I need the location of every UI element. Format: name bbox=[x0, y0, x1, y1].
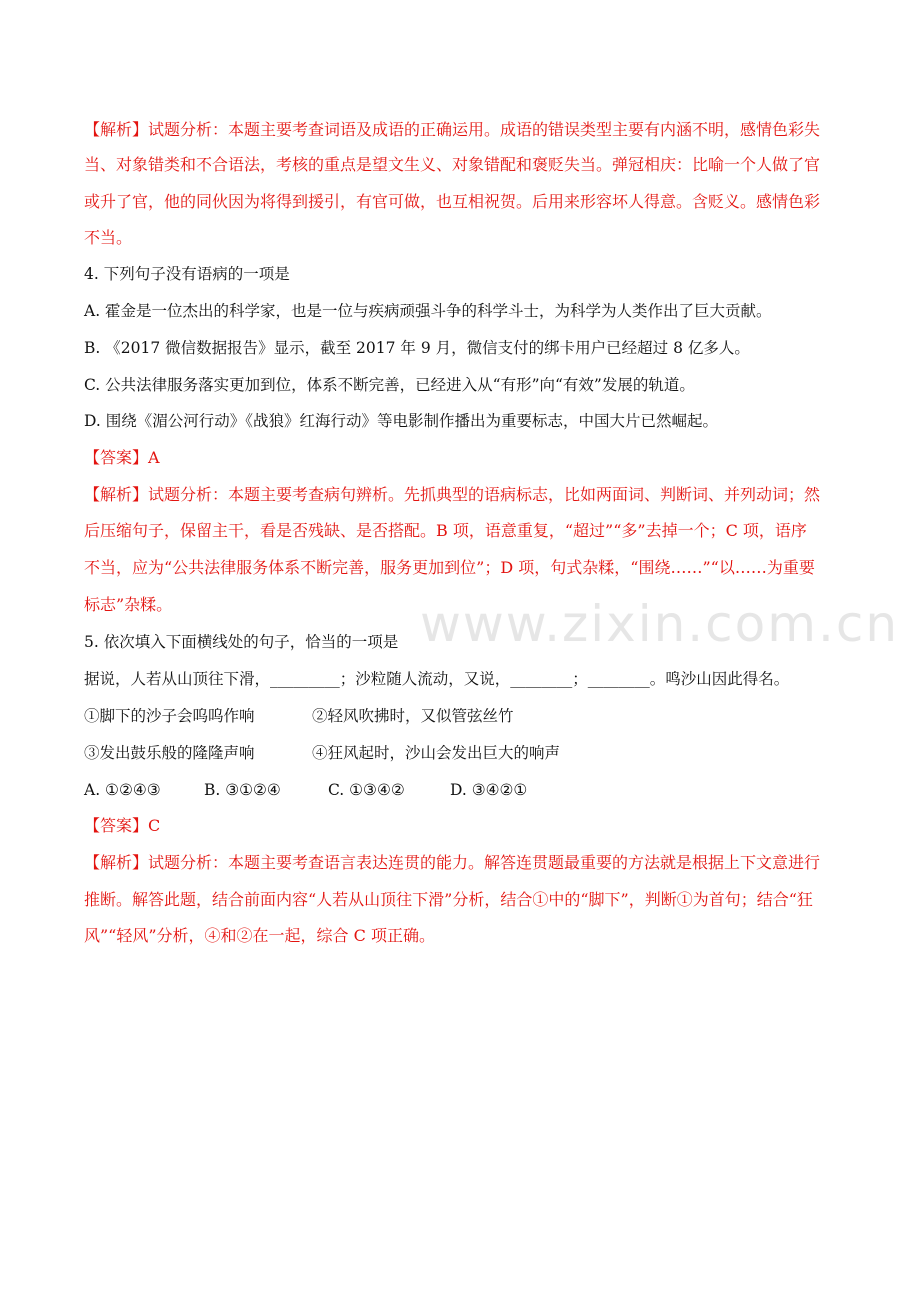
q5-choice-c: C. ①③④② bbox=[328, 781, 405, 799]
q4-analysis-line: 不当，应为“公共法律服务体系不断完善，服务更加到位”；D 项，句式杂糅，“围绕……”“以……为重要 bbox=[84, 558, 815, 577]
q5-analysis-line: 推断。解答此题，结合前面内容“人若从山顶往下滑”分析，结合①中的“脚下”，判断①为首句；结合“狂 bbox=[84, 890, 813, 909]
q5-item-1: ①脚下的沙子会呜呜作响 bbox=[84, 707, 255, 725]
q4-answer: 【答案】A bbox=[84, 448, 160, 467]
q5-passage: 据说，人若从山顶往下滑，_________；沙粒随人流动，又说，________；________。鸣沙山因此得名。 bbox=[84, 670, 790, 688]
watermark: www.zixin.com.cn bbox=[420, 595, 900, 653]
q4-option-a: A. 霍金是一位杰出的科学家，也是一位与疾病顽强斗争的科学斗士，为科学为人类作出了巨大贡献。 bbox=[84, 302, 772, 320]
q4-analysis-line: 【解析】试题分析：本题主要考查病句辨析。先抓典型的语病标志，比如两面词、判断词、并列动词；然 bbox=[84, 485, 821, 504]
q5-analysis-line: 【解析】试题分析：本题主要考查语言表达连贯的能力。解答连贯题最重要的方法就是根据上下文意进行 bbox=[84, 853, 821, 872]
q4-analysis-line: 标志”杂糅。 bbox=[84, 595, 173, 614]
q4-option-b: B. 《2017 微信数据报告》显示，截至 2017 年 9 月，微信支付的绑卡用户已经超过 8 亿多人。 bbox=[84, 339, 750, 357]
q3-analysis-line: 【解析】试题分析：本题主要考查词语及成语的正确运用。成语的错误类型主要有内涵不明，感情色彩失 bbox=[84, 120, 821, 139]
q3-analysis-line: 当、对象错类和不合语法，考核的重点是望文生义、对象错配和褒贬失当。弹冠相庆：比喻一个人做了官 bbox=[84, 155, 821, 174]
q5-choice-a: A. ①②④③ bbox=[84, 781, 161, 799]
q5-choice-d: D. ③④②① bbox=[450, 781, 528, 799]
q4-stem: 4. 下列句子没有语病的一项是 bbox=[84, 265, 290, 283]
q5-answer: 【答案】C bbox=[84, 816, 161, 835]
q4-option-c: C. 公共法律服务落实更加到位，体系不断完善，已经进入从“有形”向“有效”发展的轨道。 bbox=[84, 376, 695, 394]
q5-stem: 5. 依次填入下面横线处的句子，恰当的一项是 bbox=[84, 633, 399, 651]
q3-analysis-line: 不当。 bbox=[84, 228, 133, 247]
q5-item-3: ③发出鼓乐般的隆隆声响 bbox=[84, 744, 255, 762]
q5-choice-b: B. ③①②④ bbox=[204, 781, 281, 799]
q3-analysis-line: 或升了官，他的同伙因为将得到援引，有官可做，也互相祝贺。后用来形容坏人得意。含贬义。感情色彩 bbox=[84, 192, 821, 211]
q5-item-4: ④狂风起时，沙山会发出巨大的响声 bbox=[312, 744, 561, 762]
q4-option-d: D. 围绕《湄公河行动》《战狼》红海行动》等电影制作播出为重要标志，中国大片已然崛起。 bbox=[84, 412, 718, 430]
q4-analysis-line: 后压缩句子，保留主干，看是否残缺、是否搭配。B 项，语意重复，“超过”“多”去掉一个；C 项，语序 bbox=[84, 521, 807, 540]
q5-analysis-line: 风”“轻风”分析，④和②在一起，综合 C 项正确。 bbox=[84, 926, 435, 945]
q5-item-2: ②轻风吹拂时，又似管弦丝竹 bbox=[312, 707, 514, 725]
